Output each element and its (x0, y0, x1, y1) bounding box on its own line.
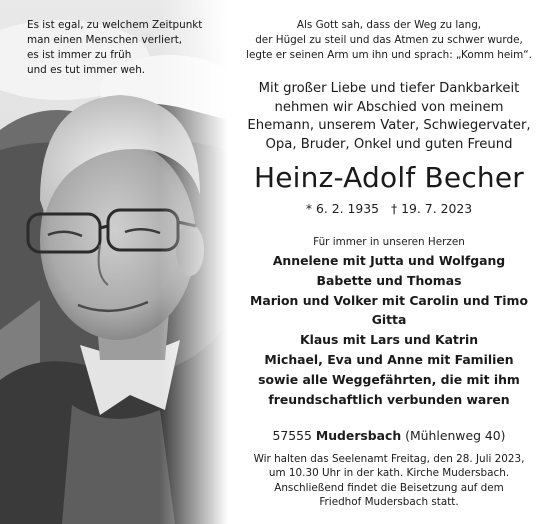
mourner-line: freundschaftlich verbunden waren (268, 391, 510, 407)
farewell-line: Opa, Bruder, Onkel und guten Freund (265, 136, 513, 152)
mourners-intro: Für immer in unseren Herzen (313, 236, 465, 248)
birth-date: * 6. 2. 1935 (305, 201, 380, 216)
portrait-photo (0, 0, 228, 524)
address-postcode: 57555 (272, 428, 312, 443)
mourner-line: Gitta (371, 312, 407, 328)
right-verse-line: der Hügel zu steil und das Atmen zu schwer wurde, (255, 34, 523, 46)
right-verse-line: legte er seinen Arm um ihn und sprach: „Komm heim“. (246, 49, 532, 61)
deceased-name: Heinz-Adolf Becher (253, 161, 524, 194)
mourners-list (228, 251, 550, 409)
funeral-line: Wir halten das Seelenamt Freitag, den 28. Juli 2023, (253, 453, 525, 465)
mourner-line: Klaus mit Lars und Katrin (299, 332, 479, 348)
farewell-line: Mit großer Liebe und tiefer Dankbarkeit (258, 81, 520, 96)
left-verse-line: man einen Menschen verliert, (27, 34, 183, 46)
funeral-line: Anschließend findet die Beisetzung auf dem (274, 481, 504, 494)
family-address (228, 427, 550, 444)
funeral-line: Friedhof Mudersbach statt. (319, 496, 459, 509)
mourner-line: Babette und Thomas (316, 272, 462, 288)
left-verse-line: es ist immer zu früh (27, 49, 132, 61)
farewell-statement (228, 80, 550, 154)
address-town: Mudersbach (315, 428, 402, 443)
funeral-details (228, 452, 550, 510)
right-verse-line: Als Gott sah, dass der Weg zu lang, (296, 19, 482, 31)
farewell-line: nehmen wir Abschied von meinem (274, 99, 504, 115)
farewell-line: Ehemann, unserem Vater, Schwiegervater, (247, 118, 531, 134)
portrait-image (0, 0, 228, 524)
life-dates (228, 200, 550, 217)
left-verse-line: Es ist egal, zu welchem Zeitpunkt (27, 19, 203, 31)
death-date: † 19. 7. 2023 (391, 201, 473, 216)
funeral-line: um 10.30 Uhr in der kath. Kirche Mudersbach. (268, 467, 510, 480)
left-verse-line: und es tut immer weh. (27, 64, 146, 76)
obituary-text-column (228, 0, 550, 524)
right-verse (228, 18, 550, 63)
mourner-line: sowie alle Weggefährten, die mit ihm (258, 371, 520, 387)
mourner-line: Marion und Volker mit Carolin und Timo (250, 292, 528, 308)
mourner-line: Michael, Eva und Anne mit Familien (264, 351, 514, 367)
left-verse (27, 18, 227, 78)
address-street: (Mühlenweg 40) (405, 428, 506, 443)
mourner-line: Annelene mit Jutta und Wolfgang (272, 253, 506, 268)
